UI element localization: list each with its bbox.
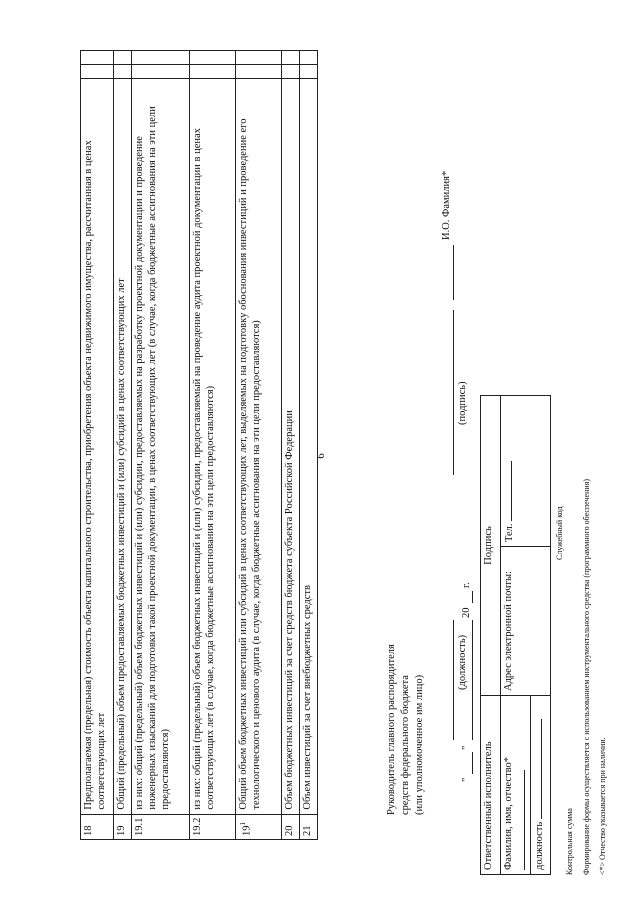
row-number: 21	[300, 814, 318, 839]
empty-cell	[282, 65, 300, 79]
row-text: Общий объем бюджетных инвестиций или субсидий в ценах соответствующих лет, выделяемых на подготовку обоснования инвестиций и проведение его технологического и ценового аудита (в случае, когда бюджетные ассигнования на эти цели предоставляются)	[236, 79, 282, 815]
phone-field[interactable]	[502, 461, 512, 521]
empty-cell	[132, 51, 190, 65]
table-row	[190, 51, 236, 840]
signature-col-header: Подпись	[481, 396, 501, 696]
position-cell	[531, 696, 551, 875]
date-month-line	[472, 620, 473, 740]
date-year-line	[472, 591, 473, 603]
empty-cell	[282, 51, 300, 65]
row-text: Объем инвестиций за счет внебюджетных средств	[300, 79, 318, 815]
position-label: (должность)	[457, 634, 468, 690]
empty-cell	[114, 51, 132, 65]
rotated-page	[20, 40, 620, 880]
email-label: Адрес электронной почты:	[501, 547, 551, 696]
empty-cell	[132, 65, 190, 79]
head-line-3: (или уполномоченное им лицо)	[414, 674, 425, 815]
date-quote-close: "	[461, 745, 472, 750]
position-line	[453, 620, 454, 740]
name-line	[453, 245, 454, 300]
table-row	[481, 396, 501, 875]
empty-cell	[236, 51, 282, 65]
table-row	[236, 51, 282, 840]
empty-cell	[300, 51, 318, 65]
executor-table	[480, 395, 551, 875]
row-text: из них: общий (предельный) объем бюджетных инвестиций и (или) субсидии, предоставляемых на разработку проектной документации и проведение инженерных изысканий для подготовки такой проектной документации, в ценах соответствующих лет (в случае, когда бюджетные ассигнования на эти цели предоставляются)	[132, 79, 190, 815]
row-number: 19.1	[132, 814, 190, 839]
fio-field[interactable]	[515, 770, 525, 870]
phone-cell	[501, 396, 551, 547]
row-text: Общий (предельный) объем предоставляемых бюджетных инвестиций и (или) субсидий в ценах соответствующих лет	[114, 79, 132, 815]
signature-label: (подпись)	[457, 381, 468, 425]
date-day-line	[472, 752, 473, 774]
table-row	[114, 51, 132, 840]
empty-cell	[236, 65, 282, 79]
empty-cell	[81, 65, 114, 79]
row-number: 20	[282, 814, 300, 839]
page-number: 6	[314, 453, 327, 459]
indicator-table	[80, 50, 318, 840]
table-row	[81, 51, 114, 840]
fio-label: Фамилия, имя, отчество*	[503, 756, 514, 870]
row-number-sup: 1	[239, 822, 247, 826]
row-number: 18	[81, 814, 114, 839]
head-title	[385, 644, 427, 815]
empty-cell	[190, 65, 236, 79]
row-number: 19.2	[190, 814, 236, 839]
table-row	[300, 51, 318, 840]
empty-cell	[190, 51, 236, 65]
date-year-prefix: 20	[461, 607, 472, 618]
position-field[interactable]	[532, 719, 542, 819]
row-text: Предполагаемая (предельная) стоимость объекта капитального строительства, приобретения объекта недвижимого имущества, рассчитанная в ценах соответствующих лет	[81, 79, 114, 815]
row-number: 19	[114, 814, 132, 839]
date-quote-open: "	[461, 777, 472, 782]
footnote: <*> Отчество указывается при наличии.	[598, 737, 607, 875]
service-code: Служебный код	[555, 506, 564, 560]
head-line-1: Руководитель главного распорядителя	[386, 644, 397, 815]
head-line-2: средств федерального бюджета	[400, 675, 411, 815]
row-number	[236, 814, 282, 839]
signature-line	[453, 310, 454, 475]
row-text: из них: общий (предельный) объем бюджетных инвестиций и (или) субсидии, предоставляемый на проведение аудита проектной документации в ценах соответствующих лет (в случае, когда бюджетные ассигнования на эти цели предоставляются)	[190, 79, 236, 815]
row-text: Объем бюджетных инвестиций за счет средств бюджета субъекта Российской Федерации	[282, 79, 300, 815]
position-label: должность	[534, 821, 545, 870]
table-row	[282, 51, 300, 840]
fio-cell	[501, 696, 531, 875]
empty-cell	[81, 51, 114, 65]
row-number-base: 19	[241, 825, 253, 836]
phone-label: Тел.	[504, 523, 515, 542]
empty-cell	[114, 65, 132, 79]
table-row	[132, 51, 190, 840]
date-year-suffix: г.	[461, 582, 472, 588]
empty-cell	[300, 65, 318, 79]
table-row	[501, 396, 531, 875]
footer-note: Формирование формы осуществляется с использованием инструментального средства (программного обеспечения)	[582, 479, 591, 875]
executor-title: Ответственный исполнитель	[481, 696, 501, 875]
name-label: И.О. Фамилия*	[441, 170, 452, 240]
checksum: Контрольная сумма	[565, 808, 574, 875]
